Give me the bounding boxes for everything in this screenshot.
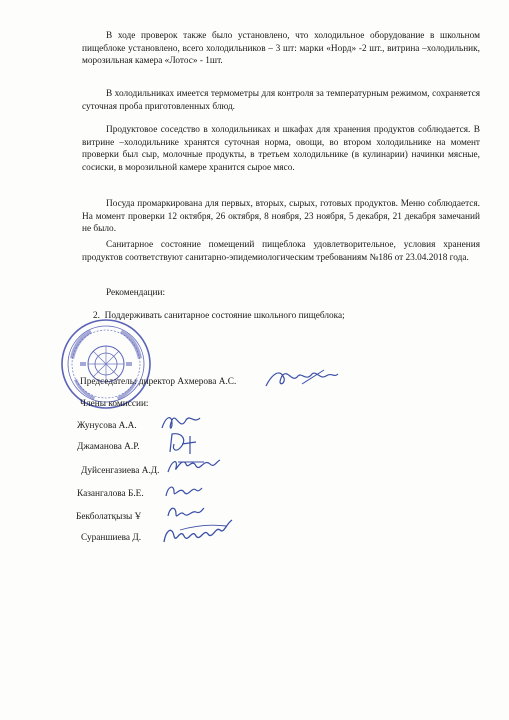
member-name: Жунусова А.А. bbox=[77, 421, 137, 431]
member-signature bbox=[160, 516, 240, 550]
recommendation-number: 2. bbox=[93, 311, 100, 321]
recommendations-heading: Рекомендации: bbox=[106, 288, 166, 298]
paragraph-dishes: Посуда промаркирована для первых, вторых, сырых, готовых продуктов. Меню соблюдается. На момент проверки 12 октября, 26 октября, 8 ноября, 23 ноября, 5 декабря, 21 декабря замечаний не было. bbox=[82, 199, 480, 235]
member-name: Дуйсенгазиева А.Д. bbox=[81, 466, 160, 476]
paragraph-storage: Продуктовое соседство в холодильниках и шкафах для хранения продуктов соблюдается. В витрине –холодильнике хранятся суточная норма, овощи, во втором холодильнике на момент проверки был сыр, молочные продукты, в третьем холодильнике (в кулинарии) начинки мясные, сосиски, в морозильной камере хранится сырое мясо. bbox=[82, 125, 480, 173]
chair-line: Председатель: директор Ахмерова А.С. bbox=[80, 377, 237, 387]
chair-signature bbox=[262, 364, 342, 394]
official-seal bbox=[60, 318, 152, 410]
member-name: Бекболатқызы Ұ bbox=[76, 512, 142, 522]
member-name: Сураншиева Д. bbox=[81, 533, 142, 543]
member-signature bbox=[162, 480, 206, 502]
recommendation-text: Поддерживать санитарное состояние школьного пищеблока; bbox=[104, 311, 345, 321]
paragraph-thermometers: В холодильниках имеется термометры для контроля за температурным режимом, сохраняется суточная проба приготовленных блюд. bbox=[82, 89, 480, 112]
members-heading: Члены комиссии: bbox=[80, 399, 149, 409]
member-name: Джаманова А.Р. bbox=[77, 442, 140, 452]
member-name: Казангалова Б.Е. bbox=[77, 489, 144, 499]
member-signature bbox=[164, 452, 224, 478]
paragraph-sanitary: Санитарное состояние помещений пищеблока удовлетворительное, условия хранения продуктов соответствуют санитарно-эпидемиологическим требованиям №186 от 23.04.2018 года. bbox=[82, 240, 480, 263]
paragraph-equipment: В ходе проверок также было установлено, что холодильное оборудование в школьном пищеблоке установлено, всего холодильников – 3 шт: марки «Норд» -2 шт., витрина –холодильник, морозильная камера «Лотос» - 1шт. bbox=[82, 31, 480, 67]
